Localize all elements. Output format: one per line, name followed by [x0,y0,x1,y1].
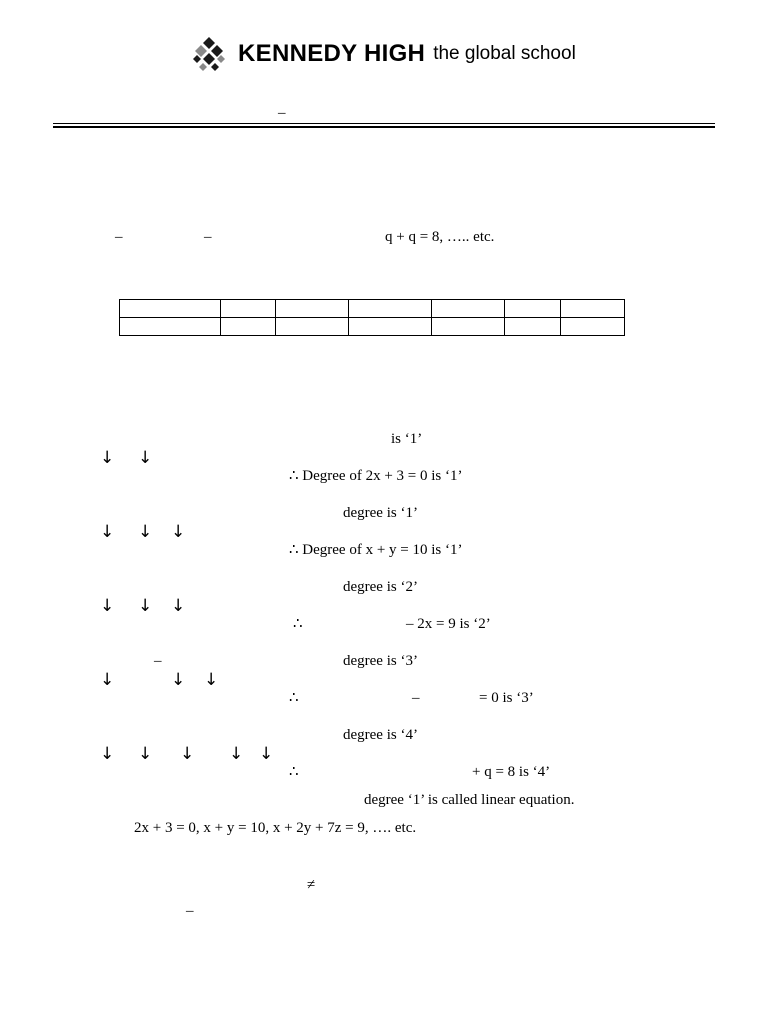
down-arrow-icon: ↓ [259,744,274,764]
down-arrow-icon: ↓ [229,744,244,764]
degree-1-statement: is ‘1’ [391,431,423,447]
down-arrow-icon: ↓ [100,596,115,616]
down-arrow-icon: ↓ [180,744,195,764]
not-equal-icon: ≠ [307,877,316,893]
table-cell [221,300,276,318]
down-arrow-icon: ↓ [138,522,153,542]
down-arrow-icon: ↓ [138,744,153,764]
linear-definition: degree ‘1’ is called linear equation. [364,792,575,808]
down-arrow-icon: ↓ [204,670,219,690]
down-arrow-icon: ↓ [171,522,186,542]
table-cell [349,318,432,336]
degree-4-conclusion: = 0 is ‘3’ [479,690,534,706]
therefore-icon: ∴ [289,690,299,706]
intro-dash-2: – [204,229,212,245]
table-cell [276,300,349,318]
down-arrow-icon: ↓ [100,744,115,764]
intro-dash-1: – [115,229,123,245]
down-arrow-icon: ↓ [171,670,186,690]
degree-4-statement: degree is ‘3’ [343,653,418,669]
degree-2-conclusion: ∴ Degree of x + y = 10 is ‘1’ [289,542,463,558]
school-logo [190,36,576,72]
degree-5-conclusion: + q = 8 is ‘4’ [472,764,551,780]
down-arrow-icon: ↓ [100,522,115,542]
school-tagline: the global school [433,43,576,64]
degree-4-mid-dash: – [412,690,420,706]
table-cell [120,318,221,336]
degree-3-conclusion: – 2x = 9 is ‘2’ [406,616,491,632]
degree-4-dash: – [154,653,162,669]
table-cell [221,318,276,336]
trailing-dash: – [186,903,194,919]
table-cell [120,300,221,318]
title-dash: – [278,105,286,121]
down-arrow-icon: ↓ [171,596,186,616]
table-cell [561,300,625,318]
degree-2-statement: degree is ‘1’ [343,505,418,521]
down-arrow-icon: ↓ [138,596,153,616]
table-cell [276,318,349,336]
down-arrow-icon: ↓ [100,670,115,690]
table-cell [432,318,505,336]
therefore-icon: ∴ [289,764,299,780]
therefore-icon: ∴ [293,616,303,632]
school-name: KENNEDY HIGH [238,40,426,67]
intro-example: q + q = 8, ….. etc. [385,229,495,245]
blank-table [119,299,625,336]
linear-examples: 2x + 3 = 0, x + y = 10, x + 2y + 7z = 9, …. etc. [134,820,417,836]
logo-diamond-icon [190,36,228,72]
table-cell [432,300,505,318]
table-cell [349,300,432,318]
degree-1-conclusion: ∴ Degree of 2x + 3 = 0 is ‘1’ [289,468,463,484]
table-cell [505,300,561,318]
table-cell [561,318,625,336]
table-row [120,300,625,318]
table-cell [505,318,561,336]
down-arrow-icon: ↓ [100,448,115,468]
down-arrow-icon: ↓ [138,448,153,468]
header-rule-thick [53,126,715,128]
degree-3-statement: degree is ‘2’ [343,579,418,595]
header-rule-thin [53,123,715,124]
degree-5-statement: degree is ‘4’ [343,727,418,743]
table-row [120,318,625,336]
